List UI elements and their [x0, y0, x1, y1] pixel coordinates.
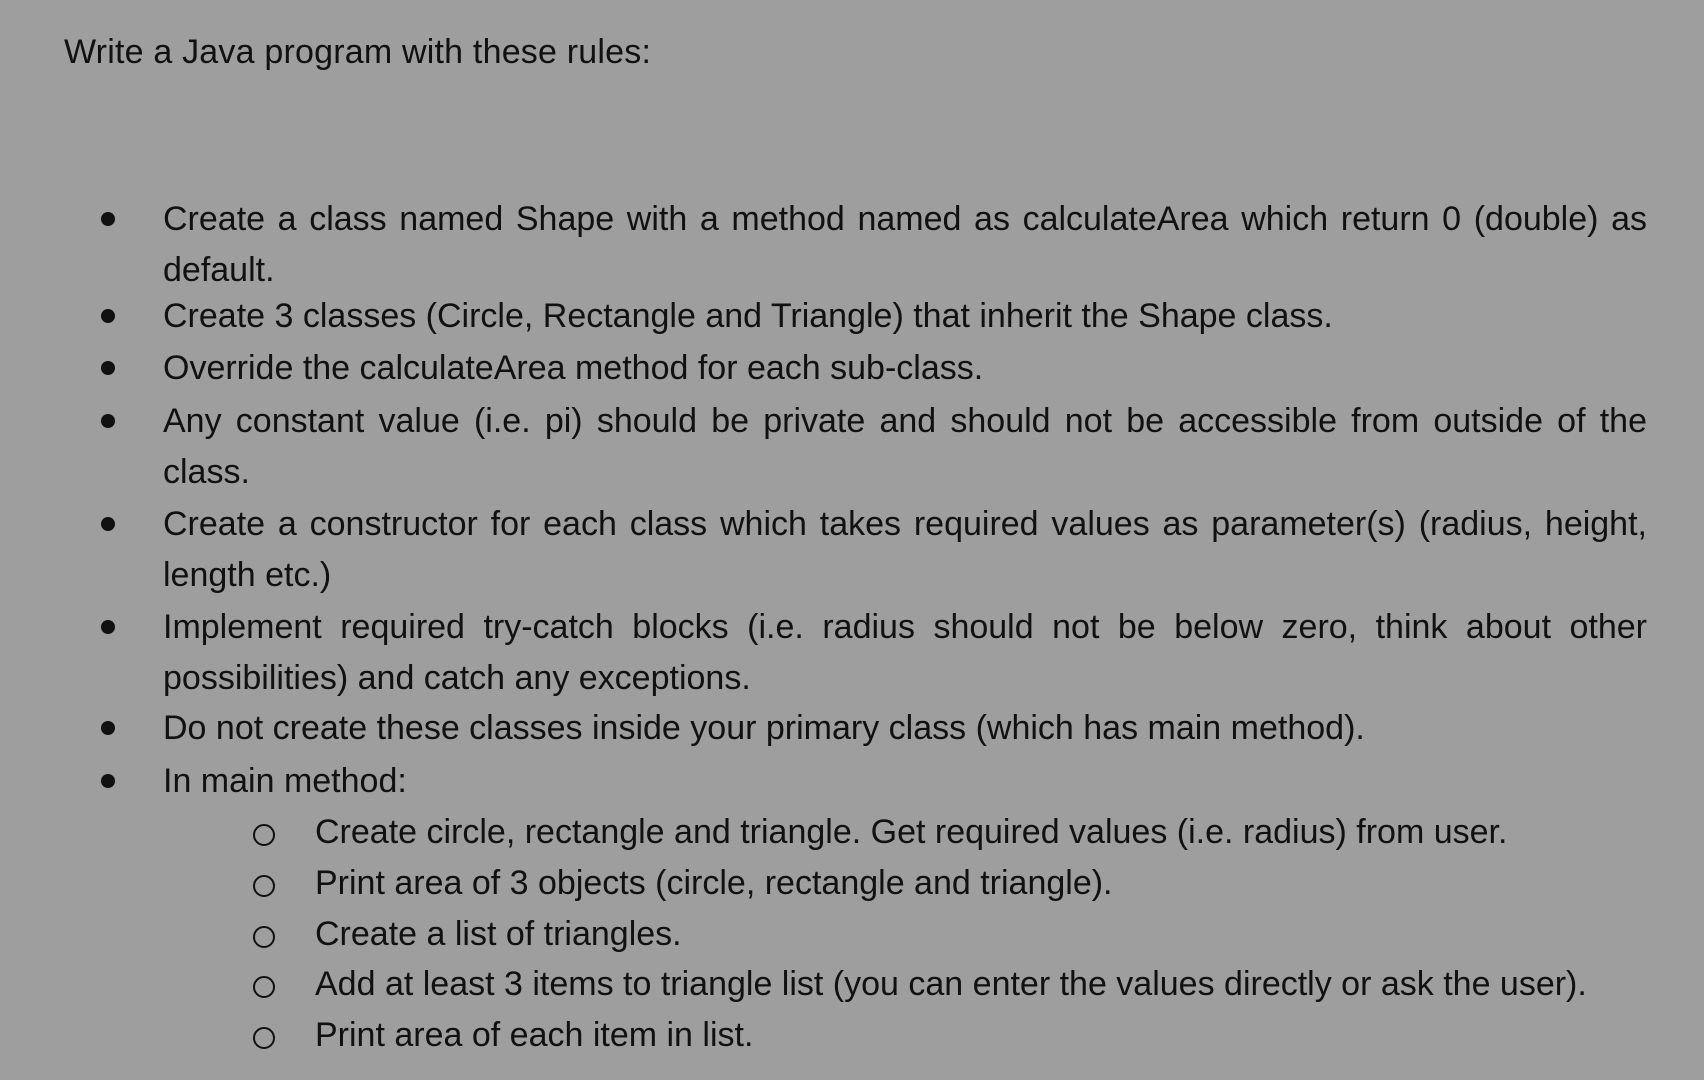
step-text: Create a list of triangles. [315, 915, 682, 953]
bullet-icon [101, 309, 115, 323]
rule-text: In main method: [163, 762, 407, 800]
rule-text: Do not create these classes inside your primary class (which has main method). [163, 709, 1365, 747]
rule-text: Override the calculateArea method for each sub-class. [163, 349, 984, 387]
bullet-icon [101, 361, 115, 375]
hollow-bullet-icon [253, 926, 275, 948]
step-text: Print area of 3 objects (circle, rectangle and triangle). [315, 864, 1113, 902]
hollow-bullet-icon [253, 976, 275, 998]
rule-text: Any constant value (i.e. pi) should be private and should not be accessible from outside of the class. [163, 402, 1647, 491]
step-text: Create circle, rectangle and triangle. Get required values (i.e. radius) from user. [315, 813, 1508, 851]
hollow-bullet-icon [253, 875, 275, 897]
rule-text: Implement required try-catch blocks (i.e. radius should not be below zero, think about other possibilities) and catch any exceptions. [163, 608, 1647, 697]
bullet-icon [101, 620, 115, 634]
bullet-icon [101, 414, 115, 428]
rule-text: Create a class named Shape with a method named as calculateArea which return 0 (double) as default. [163, 200, 1647, 289]
hollow-bullet-icon [253, 824, 275, 846]
rule-text: Create 3 classes (Circle, Rectangle and Triangle) that inherit the Shape class. [163, 297, 1333, 335]
hollow-bullet-icon [253, 1027, 275, 1049]
bullet-icon [101, 517, 115, 531]
bullet-icon [101, 721, 115, 735]
step-text: Add at least 3 items to triangle list (you can enter the values directly or ask the user). [315, 965, 1587, 1003]
rule-text: Create a constructor for each class which takes required values as parameter(s) (radius, height, length etc.) [163, 505, 1647, 594]
page-title: Write a Java program with these rules: [64, 33, 652, 71]
step-text: Print area of each item in list. [315, 1016, 754, 1054]
bullet-icon [101, 212, 115, 226]
bullet-icon [101, 774, 115, 788]
